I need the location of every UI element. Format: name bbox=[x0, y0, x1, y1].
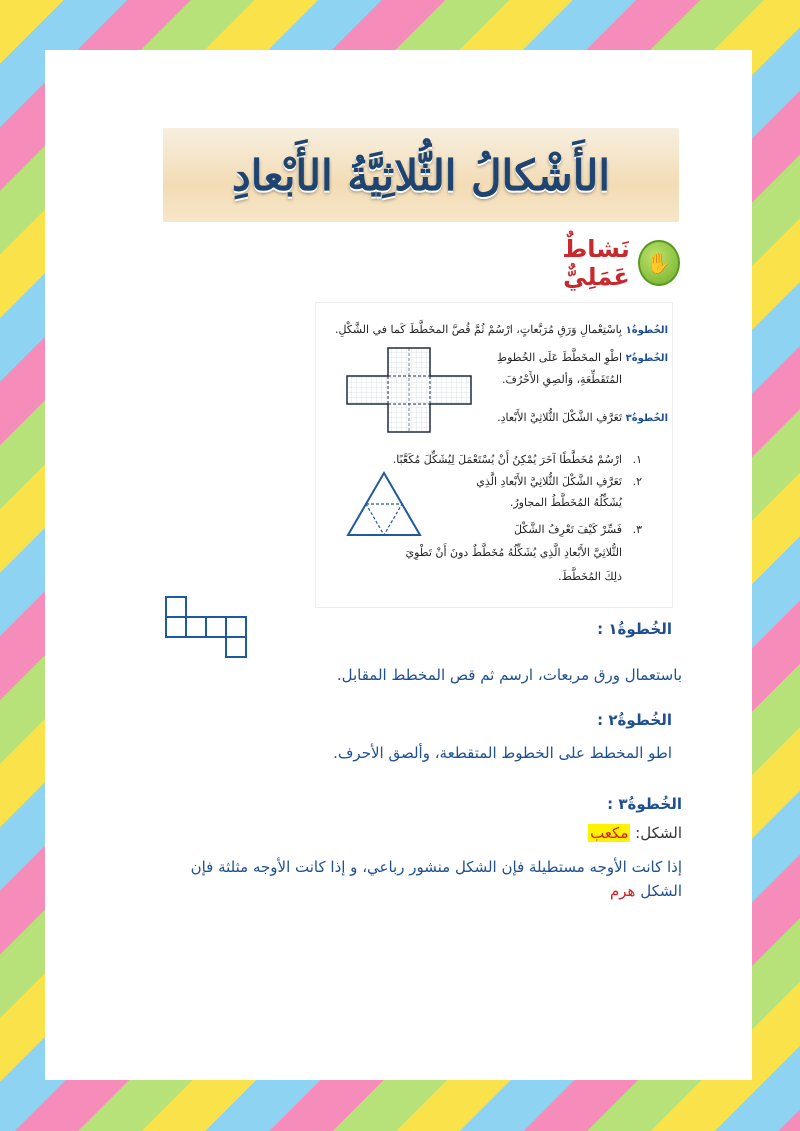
book-step1-text: بِاسْتِعْمالِ وَرَقِ مُرَبَّعاتٍ، ارْسُمْ ثُمَّ قُصَّ المخَطَّطَ كَما في الشَّكْلِ. bbox=[334, 323, 622, 336]
book-q2-text-a: تَعَرَّفِ الشَّكْلَ الثُّلاثِيَّ الأَبْعادِ الَّذِي bbox=[476, 475, 622, 488]
drawn-net-figure bbox=[165, 596, 249, 660]
answer-step2-text: اطو المخطط على الخطوط المتقطعة، وألصق الأحرف. bbox=[333, 744, 672, 762]
faces-text-line-1: إذا كانت الأوجه مستطيلة فإن الشكل منشور رباعي، و إذا كانت الأوجه مثلثة فإن bbox=[190, 858, 682, 876]
page-title: الأَشْكالُ الثُّلاثِيَّةُ الأَبْعادِ bbox=[232, 150, 610, 200]
faces-text-line-2 bbox=[610, 882, 682, 900]
book-step1-label: الخُطوةُ١ bbox=[625, 325, 668, 336]
book-q2-text-b: يُشَكِّلُهُ المُخَطَّطُ المجاورُ. bbox=[509, 496, 622, 509]
book-q3-num: ٣. bbox=[632, 523, 642, 536]
answer-step1-text: باستعمال ورق مربعات، ارسم ثم قص المخطط المقابل. bbox=[336, 666, 682, 684]
answer-step2-heading: الخُطوةُ٢ : bbox=[597, 711, 672, 729]
activity-header bbox=[500, 235, 680, 291]
book-step2-text-b: المُتَقَطِّعَةِ، وَألصِقِ الأَحْرُفَ. bbox=[502, 373, 622, 386]
answer-step1-heading: الخُطوةُ١ : bbox=[597, 620, 672, 638]
faces-answer: هرم bbox=[609, 882, 636, 900]
shape-answer: مكعب bbox=[590, 824, 629, 842]
textbook-excerpt bbox=[315, 302, 673, 608]
book-q3-text-a: فَسِّرْ كَيْفَ تَعْرِفُ الشَّكْلَ bbox=[513, 523, 622, 536]
book-step3-text: تَعَرَّفِ الشَّكْلَ الثُّلاثِيَّ الأَبْعادِ. bbox=[497, 411, 622, 424]
hands-icon: ✋ bbox=[638, 240, 680, 286]
book-q1-num: ١. bbox=[632, 453, 642, 466]
book-q3-text-c: ذلِكَ المُخَطَّطَ. bbox=[558, 570, 622, 583]
book-q2-num: ٢. bbox=[632, 475, 642, 488]
title-banner bbox=[163, 128, 679, 222]
shape-line bbox=[588, 824, 682, 842]
page bbox=[45, 50, 752, 1080]
book-step2-text-a: اطْوِ المخَطَّطَ عَلَى الخُطوطِ bbox=[496, 351, 622, 364]
book-step3-label: الخُطوةُ٣ bbox=[625, 413, 668, 424]
triangle-net-figure bbox=[346, 471, 422, 537]
shape-label: الشكل: bbox=[635, 824, 682, 842]
answer-step3-heading: الخُطوةُ٣ : bbox=[607, 795, 682, 813]
faces-text-b: الشكل bbox=[640, 882, 682, 900]
activity-label: نَشاطٌ عَمَلِيٌّ bbox=[562, 235, 630, 291]
book-step2-label: الخُطوةُ٢ bbox=[625, 353, 668, 364]
book-q3-text-b: الثُّلاثِيَّ الأَبْعادِ الَّذِي يُشَكِّلُهُ مُخَطَّطٌ دونَ أَنْ تَطْوِيَ bbox=[405, 546, 622, 559]
book-q1-text: ارْسُمْ مُخَطَّطًا آخَرَ يُمْكِنُ أَنْ يُسْتَعْمَلَ لِيُشَكِّلَ مُكَعَّبًا. bbox=[392, 453, 622, 466]
cross-net-figure bbox=[346, 347, 472, 433]
